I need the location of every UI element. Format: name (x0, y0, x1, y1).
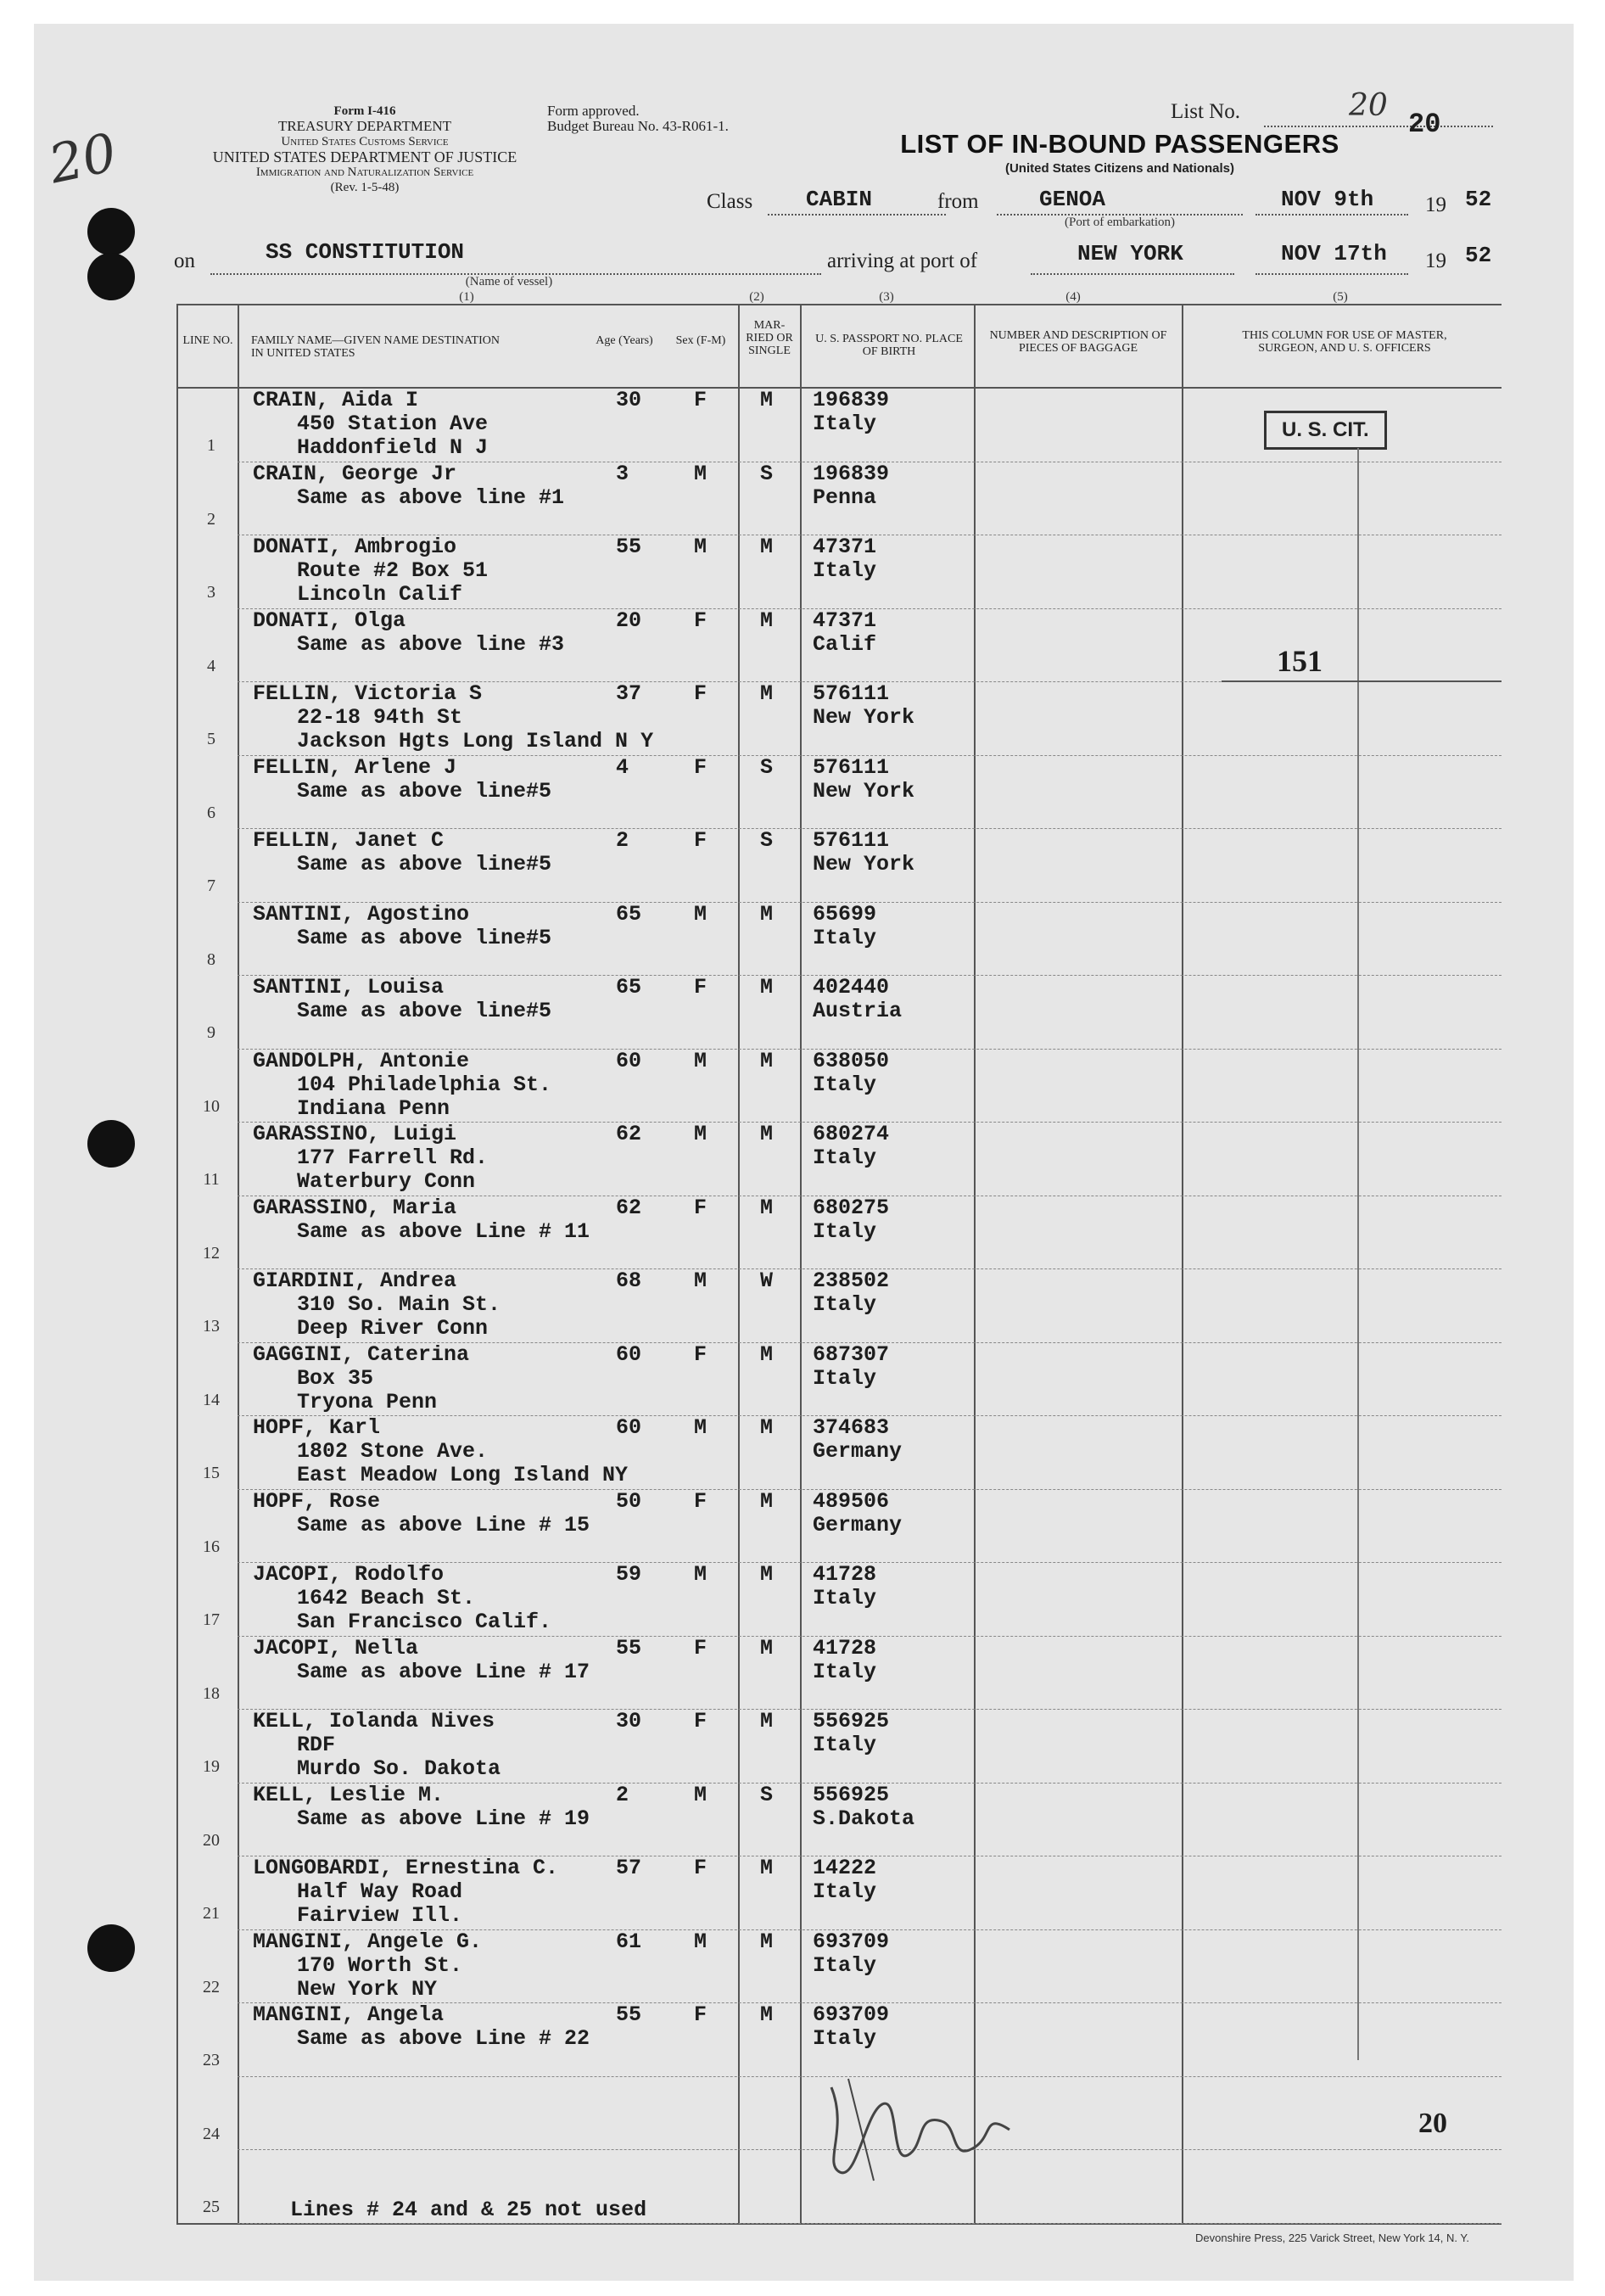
passport-number: 687307 (813, 1341, 890, 1367)
passenger-sex: F (694, 2002, 707, 2027)
passenger-marital: M (760, 1048, 774, 1073)
passenger-name: FELLIN, Janet C (253, 828, 445, 853)
col-header-line: LINE NO. (182, 334, 233, 347)
passport-number: 47371 (813, 608, 877, 633)
table-row (0, 1050, 1605, 1123)
passenger-age: 30 (616, 388, 642, 412)
class-label: Class (707, 190, 753, 213)
line-number: 4 (207, 656, 215, 675)
col-number-5: (5) (1333, 290, 1348, 304)
line-number: 20 (203, 1830, 220, 1850)
table-row (0, 1563, 1605, 1637)
passport-number: 680274 (813, 1122, 890, 1146)
passenger-address-2: San Francisco Calif. (297, 1610, 552, 1634)
passenger-address-1: Same as above line #1 (297, 484, 565, 510)
passenger-marital: M (760, 975, 774, 1000)
passenger-address-1: Same as above Line # 22 (297, 2026, 590, 2051)
passenger-sex: M (694, 1122, 707, 1146)
passenger-address-1: RDF (297, 1733, 336, 1757)
col-number-1: (1) (459, 290, 474, 304)
passenger-address-1: Same as above Line # 19 (297, 1806, 590, 1831)
place-of-birth: Italy (813, 1586, 877, 1610)
place-of-birth: Calif (813, 631, 877, 657)
place-of-birth: Italy (813, 1879, 877, 1904)
passenger-age: 3 (616, 461, 629, 486)
line-number: 17 (203, 1610, 220, 1629)
officer-check-line (1357, 448, 1359, 2060)
col-number-3: (3) (879, 290, 894, 304)
col-header-baggage: NUMBER AND DESCRIPTION OF PIECES OF BAGGAGE (989, 329, 1167, 355)
passenger-address-1: 22-18 94th St (297, 705, 463, 730)
passenger-address-1: 1802 Stone Ave. (297, 1439, 489, 1464)
passenger-marital: S (760, 754, 774, 780)
line-number: 6 (207, 803, 215, 822)
passenger-age: 59 (616, 1562, 642, 1587)
passenger-age: 68 (616, 1268, 642, 1293)
line-number: 19 (203, 1757, 220, 1776)
passenger-marital: M (760, 1709, 774, 1733)
binder-hole (87, 253, 135, 300)
passenger-marital: M (760, 1122, 774, 1146)
passenger-marital: M (760, 1415, 774, 1440)
passenger-name: HOPF, Karl (253, 1415, 381, 1440)
passenger-address-1: Same as above line#5 (297, 925, 552, 950)
passenger-name: FELLIN, Arlene J (253, 754, 457, 780)
passenger-age: 60 (616, 1341, 642, 1367)
passenger-name: DONATI, Olga (253, 608, 406, 633)
passport-number: 47371 (813, 535, 877, 559)
passenger-address-1: Route #2 Box 51 (297, 558, 489, 583)
place-of-birth: New York (813, 778, 915, 804)
table-row (0, 1416, 1605, 1490)
passenger-address-2: Murdo So. Dakota (297, 1756, 501, 1781)
table-row (0, 756, 1605, 830)
line-number: 25 (203, 2198, 220, 2216)
passenger-name: GARASSINO, Maria (253, 1195, 457, 1220)
passenger-age: 65 (616, 901, 642, 927)
table-row (0, 1490, 1605, 1564)
table-row (0, 1196, 1605, 1270)
passenger-age: 60 (616, 1415, 642, 1440)
passenger-marital: M (760, 535, 774, 559)
arriving-label: arriving at port of (827, 249, 978, 272)
line-number: 16 (203, 1537, 220, 1556)
year-2: 52 (1465, 243, 1492, 268)
passenger-sex: M (694, 901, 707, 927)
place-of-birth: Italy (813, 1292, 877, 1317)
passenger-marital: S (760, 1782, 774, 1807)
col-header-name: FAMILY NAME—GIVEN NAME DESTINATION IN UNITED STATES (251, 334, 500, 360)
treasury-dept: TREASURY DEPARTMENT (277, 118, 452, 134)
passenger-sex: F (694, 1488, 707, 1514)
list-no-typed: 20 (1408, 109, 1441, 140)
passport-number: 238502 (813, 1268, 890, 1293)
passenger-address-2: Tryona Penn (297, 1389, 438, 1414)
line-number: 10 (203, 1096, 220, 1116)
passenger-age: 2 (616, 1782, 629, 1807)
passenger-marital: M (760, 1341, 774, 1367)
col-header-age: Age (Years) (596, 334, 653, 347)
passenger-address-1: 450 Station Ave (297, 412, 489, 436)
passenger-name: JACOPI, Rodolfo (253, 1562, 445, 1587)
list-no-label: List No. (1171, 100, 1240, 123)
table-row (0, 1930, 1605, 2004)
place-of-birth: Italy (813, 558, 877, 583)
col-header-passport: U. S. PASSPORT NO. PLACE OF BIRTH (815, 333, 963, 358)
passenger-name: CRAIN, Aida I (253, 388, 419, 412)
inspector-signature (814, 2062, 1035, 2189)
passenger-name: LONGOBARDI, Ernestina C. (253, 1856, 559, 1880)
passenger-name: FELLIN, Victoria S (253, 681, 483, 706)
line-number: 3 (207, 583, 215, 602)
table-row (0, 609, 1605, 683)
passenger-age: 60 (616, 1048, 642, 1073)
budget-bureau: Budget Bureau No. 43-R061-1. (547, 118, 729, 134)
passenger-sex: M (694, 1782, 707, 1807)
passport-number: 680275 (813, 1195, 890, 1220)
table-row (0, 2150, 1605, 2224)
table-row (0, 1856, 1605, 1930)
from-label: from (937, 190, 979, 213)
passenger-sex: M (694, 1048, 707, 1073)
line-number: 12 (203, 1243, 220, 1263)
passenger-age: 2 (616, 828, 629, 853)
passenger-age: 55 (616, 535, 642, 559)
passenger-sex: M (694, 461, 707, 486)
passenger-marital: M (760, 608, 774, 633)
arrival-port-line (1031, 273, 1234, 275)
passenger-marital: M (760, 681, 774, 706)
handwritten-list-mark: 20 (43, 120, 122, 196)
place-of-birth: Italy (813, 1952, 877, 1978)
passenger-name: GIARDINI, Andrea (253, 1268, 457, 1293)
passenger-age: 65 (616, 975, 642, 1000)
passenger-sex: M (694, 1562, 707, 1587)
passport-number: 41728 (813, 1635, 877, 1660)
passenger-marital: M (760, 1488, 774, 1514)
passenger-address-2: Fairview Ill. (297, 1903, 463, 1928)
passenger-address-1: Same as above line #3 (297, 631, 565, 657)
place-of-birth: Italy (813, 1218, 877, 1244)
table-row (0, 1784, 1605, 1857)
place-of-birth: New York (813, 705, 915, 730)
row-separator (238, 2223, 1502, 2224)
line-number: 9 (207, 1023, 215, 1042)
page-title: LIST OF IN-BOUND PASSENGERS (900, 129, 1339, 159)
passenger-address-2: Jackson Hgts Long Island N Y (297, 729, 654, 753)
passport-number: 693709 (813, 1929, 890, 1954)
customs-service: United States Customs Service (281, 135, 449, 148)
passport-number: 576111 (813, 828, 890, 853)
passport-number: 576111 (813, 754, 890, 780)
passenger-marital: M (760, 1195, 774, 1220)
passenger-sex: F (694, 681, 707, 706)
passport-number: 576111 (813, 681, 890, 706)
passenger-sex: F (694, 608, 707, 633)
table-row (0, 2077, 1605, 2151)
passenger-address-1: Same as above Line # 11 (297, 1218, 590, 1244)
passenger-address-1: 104 Philadelphia St. (297, 1072, 552, 1097)
table-row (0, 535, 1605, 609)
passenger-name: SANTINI, Louisa (253, 975, 445, 1000)
passenger-age: 62 (616, 1195, 642, 1220)
passenger-sex: F (694, 1856, 707, 1880)
passenger-sex: F (694, 754, 707, 780)
passenger-sex: M (694, 1268, 707, 1293)
passenger-sex: F (694, 1709, 707, 1733)
depart-date: NOV 9th (1281, 187, 1374, 212)
printer-imprint: Devonshire Press, 225 Varick Street, New York 14, N. Y. (1195, 2232, 1469, 2244)
place-of-birth: Italy (813, 1659, 877, 1684)
passenger-sex: M (694, 535, 707, 559)
place-of-birth: Italy (813, 925, 877, 950)
place-of-birth: Italy (813, 2026, 877, 2051)
passenger-address-2: East Meadow Long Island NY (297, 1463, 629, 1487)
form-revision: (Rev. 1-5-48) (330, 181, 400, 194)
port-embarkation-note: (Port of embarkation) (1065, 216, 1175, 229)
table-row (0, 1269, 1605, 1343)
passenger-sex: F (694, 388, 707, 412)
year-prefix-1: 19 (1425, 193, 1446, 216)
binder-hole (87, 208, 135, 255)
passenger-sex: F (694, 828, 707, 853)
form-approval-block (547, 104, 802, 134)
place-of-birth: Germany (813, 1439, 903, 1464)
place-of-birth: Italy (813, 1145, 877, 1170)
passenger-marital: W (760, 1268, 774, 1293)
arrival-date-line (1255, 273, 1408, 275)
passenger-age: 4 (616, 754, 629, 780)
place-of-birth: Italy (813, 1365, 877, 1391)
passenger-name: SANTINI, Agostino (253, 901, 470, 927)
line-number: 14 (203, 1390, 220, 1409)
passenger-sex: F (694, 1195, 707, 1220)
year-prefix-2: 19 (1425, 249, 1446, 272)
passenger-marital: M (760, 2002, 774, 2027)
passenger-address-2: New York NY (297, 1976, 438, 2002)
col-number-4: (4) (1065, 290, 1081, 304)
table-row (0, 903, 1605, 977)
passport-number: 693709 (813, 2002, 890, 2027)
passenger-address-2: Waterbury Conn (297, 1169, 476, 1194)
passenger-age: 50 (616, 1488, 642, 1514)
table-row (0, 829, 1605, 903)
passenger-sex: M (694, 1929, 707, 1954)
passenger-address-1: Half Way Road (297, 1879, 463, 1904)
passenger-marital: M (760, 1856, 774, 1880)
col-header-sex: Sex (F-M) (675, 334, 726, 347)
passenger-name: GANDOLPH, Antonie (253, 1048, 470, 1073)
passenger-name: GAGGINI, Caterina (253, 1341, 470, 1367)
place-of-birth: S.Dakota (813, 1806, 915, 1831)
table-row (0, 1123, 1605, 1196)
arrival-date: NOV 17th (1281, 241, 1387, 266)
table-row (0, 682, 1605, 756)
passenger-name: KELL, Leslie M. (253, 1782, 445, 1807)
passenger-age: 57 (616, 1856, 642, 1880)
form-dept-block (238, 104, 492, 149)
line-number: 15 (203, 1464, 220, 1482)
col-header-married: MAR- RIED OR SINGLE (746, 319, 793, 357)
table-row (0, 1637, 1605, 1711)
line-number: 8 (207, 949, 215, 969)
passenger-address-2: Haddonfield N J (297, 435, 489, 460)
passenger-age: 55 (616, 1635, 642, 1660)
passenger-name: JACOPI, Nella (253, 1635, 419, 1660)
justice-block (170, 149, 560, 195)
form-approved: Form approved. (547, 103, 640, 119)
us-citizen-stamp: U. S. CIT. (1264, 411, 1387, 450)
passenger-address-1: 1642 Beach St. (297, 1586, 476, 1610)
list-no-handwritten: 20 (1349, 88, 1388, 123)
passenger-age: 30 (616, 1709, 642, 1733)
page-count: 20 (1418, 2108, 1447, 2139)
depart-date-line (1255, 214, 1408, 216)
passenger-address-2: Indiana Penn (297, 1095, 450, 1121)
passenger-address-1: 170 Worth St. (297, 1952, 463, 1978)
passport-number: 374683 (813, 1415, 890, 1440)
passenger-sex: F (694, 975, 707, 1000)
vessel-note: (Name of vessel) (465, 275, 553, 288)
from-value: GENOA (1039, 187, 1106, 212)
passenger-address-1: Box 35 (297, 1365, 374, 1391)
table-row (0, 1343, 1605, 1417)
passenger-address-2: Lincoln Calif (297, 582, 463, 607)
passenger-name: MANGINI, Angela (253, 2002, 445, 2027)
passenger-address-1: 177 Farrell Rd. (297, 1145, 489, 1170)
passenger-age: 37 (616, 681, 642, 706)
line-number: 24 (203, 2124, 220, 2143)
table-row (0, 462, 1605, 536)
line-number: 7 (207, 876, 215, 895)
place-of-birth: Austria (813, 999, 903, 1023)
line-number: 22 (203, 1977, 220, 1996)
passenger-address-1: Same as above line#5 (297, 999, 552, 1023)
form-number: Form I-416 (333, 104, 396, 118)
passenger-name: KELL, Iolanda Nives (253, 1709, 495, 1733)
officer-count: 151 (1277, 644, 1323, 678)
passenger-marital: M (760, 1929, 774, 1954)
line-number: 11 (203, 1170, 220, 1189)
lines-not-used-note: Lines # 24 and & 25 not used (290, 2198, 647, 2222)
passenger-address-1: Same as above Line # 15 (297, 1512, 590, 1537)
passenger-name: DONATI, Ambrogio (253, 535, 457, 559)
passport-number: 41728 (813, 1562, 877, 1587)
ins-service: Immigration and Naturalization Service (255, 165, 474, 179)
passenger-sex: F (694, 1635, 707, 1660)
on-label: on (174, 249, 195, 272)
arrival-port: NEW YORK (1077, 241, 1183, 266)
passenger-age: 62 (616, 1122, 642, 1146)
passport-number: 638050 (813, 1048, 890, 1073)
justice-dept: UNITED STATES DEPARTMENT OF JUSTICE (212, 148, 517, 165)
passport-number: 556925 (813, 1782, 890, 1807)
vessel-name: SS CONSTITUTION (266, 239, 465, 265)
passenger-name: MANGINI, Angele G. (253, 1929, 483, 1954)
year-1: 52 (1465, 187, 1492, 212)
passport-number: 489506 (813, 1488, 890, 1514)
passenger-sex: M (694, 1415, 707, 1440)
class-line (768, 214, 946, 216)
line-number: 21 (203, 1904, 220, 1923)
place-of-birth: New York (813, 852, 915, 876)
passport-number: 65699 (813, 901, 877, 927)
table-row (0, 2003, 1605, 2077)
line-number: 5 (207, 730, 215, 748)
passenger-age: 55 (616, 2002, 642, 2027)
class-value: CABIN (806, 187, 873, 212)
passenger-marital: M (760, 1562, 774, 1587)
passport-number: 402440 (813, 975, 890, 1000)
passenger-name: HOPF, Rose (253, 1488, 381, 1514)
passenger-age: 61 (616, 1929, 642, 1954)
table-top-border (176, 304, 1502, 305)
place-of-birth: Italy (813, 412, 877, 436)
passport-number: 556925 (813, 1709, 890, 1733)
line-number: 13 (203, 1317, 220, 1336)
passport-number: 196839 (813, 461, 890, 486)
passenger-address-2: Deep River Conn (297, 1316, 489, 1341)
page-subtitle: (United States Citizens and Nationals) (1004, 161, 1235, 176)
passenger-name: GARASSINO, Luigi (253, 1122, 457, 1146)
passenger-address-1: Same as above line#5 (297, 778, 552, 804)
line-number: 1 (207, 436, 215, 455)
passenger-age: 20 (616, 608, 642, 633)
place-of-birth: Penna (813, 484, 877, 510)
col-number-2: (2) (749, 290, 764, 304)
line-number: 23 (203, 2051, 220, 2069)
passenger-marital: S (760, 461, 774, 486)
passenger-marital: M (760, 901, 774, 927)
place-of-birth: Germany (813, 1512, 903, 1537)
table-row (0, 1710, 1605, 1784)
passport-number: 196839 (813, 388, 890, 412)
list-no-line (1264, 126, 1493, 127)
officer-tally-line (1222, 680, 1502, 682)
passenger-marital: M (760, 388, 774, 412)
passenger-marital: S (760, 828, 774, 853)
passenger-address-1: Same as above line#5 (297, 852, 552, 876)
line-number: 18 (203, 1683, 220, 1703)
place-of-birth: Italy (813, 1733, 877, 1757)
passenger-marital: M (760, 1635, 774, 1660)
place-of-birth: Italy (813, 1072, 877, 1097)
col-header-officers: THIS COLUMN FOR USE OF MASTER, SURGEON, AND U. S. OFFICERS (1242, 329, 1447, 355)
passenger-address-1: Same as above Line # 17 (297, 1659, 590, 1684)
passenger-address-1: 310 So. Main St. (297, 1292, 501, 1317)
passenger-name: CRAIN, George Jr (253, 461, 457, 486)
passenger-sex: F (694, 1341, 707, 1367)
passport-number: 14222 (813, 1856, 877, 1880)
line-number: 2 (207, 509, 215, 529)
table-row (0, 976, 1605, 1050)
